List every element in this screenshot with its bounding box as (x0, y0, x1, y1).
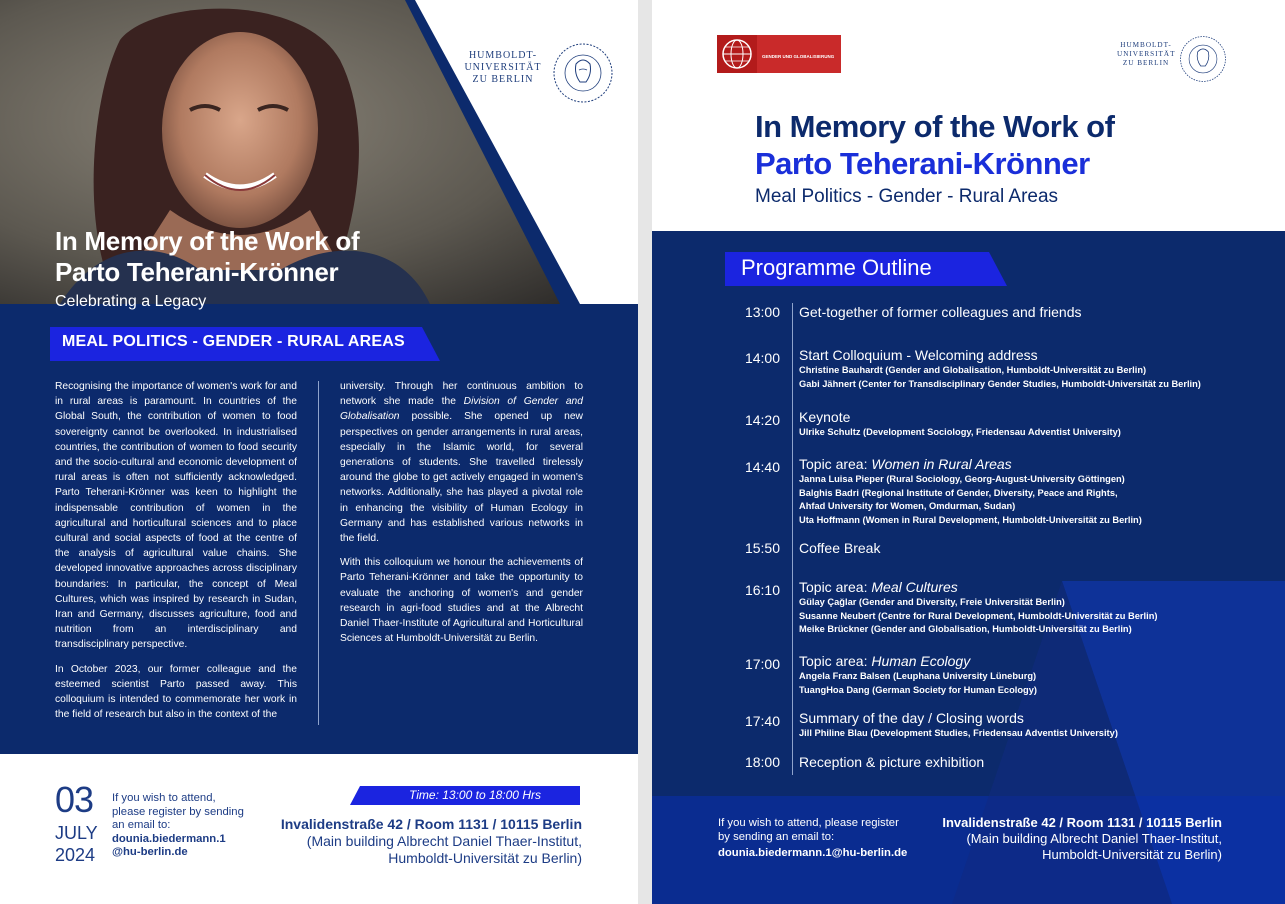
text-column-2 (340, 379, 583, 655)
logo-text-line1: HUMBOLDT- (1120, 41, 1172, 49)
address-university: Humboldt-Universität zu Berlin) (388, 850, 582, 866)
item-content (799, 540, 1279, 557)
title-line-1: In Memory of the Work of (755, 109, 1115, 144)
item-title: Reception & picture exhibition (799, 754, 985, 770)
email-link-domain[interactable]: @hu-berlin.de (112, 846, 188, 858)
date-day: 03 (55, 779, 94, 820)
item-time: 13:00 (744, 304, 780, 320)
title-line-2: Parto Teherani-Krönner (55, 257, 339, 287)
flyer-page-2 (652, 0, 1285, 904)
column-divider (318, 381, 319, 725)
seal-icon (1179, 35, 1227, 83)
event-date (55, 779, 98, 866)
page-title (55, 226, 359, 288)
hu-berlin-logo (1117, 35, 1257, 87)
registration-text: If you wish to attend, please register by sending an email to: (112, 792, 244, 831)
logo-text-line1: HUMBOLDT- (468, 50, 538, 61)
item-title: Topic area: Women in Rural Areas (799, 456, 1012, 472)
programme-panel (652, 231, 1285, 904)
address-street: Invalidenstraße 42 / Room 1131 / 10115 Berlin (280, 816, 582, 832)
date-year: 2024 (55, 845, 96, 865)
date-month: JULY (55, 823, 98, 843)
registration-info (112, 792, 252, 860)
title-line-1: In Memory of the Work of (55, 226, 360, 256)
address-building: (Main building Albrecht Daniel Thaer-Institut, (966, 831, 1222, 846)
seal-icon (552, 42, 614, 104)
paragraph: With this colloquium we honour the achievements of Parto Teherani-Krönner and take the opportunity to evaluate the anchoring of women's and gender research in agri-food studies and at the Albrecht Daniel Thaer-Institute of Agricultural and Horticultural Sciences at Humboldt-Universität zu Berlin. (340, 557, 583, 645)
programme-title: Programme Outline (741, 255, 932, 280)
hu-berlin-logo (460, 42, 630, 112)
item-content (799, 710, 1279, 741)
event-address (262, 816, 582, 867)
logo-text-line3: ZU BERLIN (1122, 59, 1170, 67)
registration-text: If you wish to attend, please register (718, 817, 899, 829)
page-title (755, 108, 1114, 182)
gg-logo-text: GENDER UND GLOBALISIERUNG (762, 54, 835, 59)
speaker: Uta Hoffmann (Women in Rural Development, Humboldt-Universität zu Berlin) (799, 514, 1142, 525)
speaker: TuangHoa Dang (German Society for Human Ecology) (799, 684, 1037, 695)
item-title: Get-together of former colleagues and friends (799, 304, 1082, 320)
item-content (799, 304, 1279, 321)
item-time: 14:20 (744, 412, 780, 428)
item-content (799, 653, 1279, 697)
item-time: 14:00 (744, 350, 780, 366)
speaker: Gabi Jähnert (Center for Transdisciplinary Gender Studies, Humboldt-Universität zu Berlin) (799, 378, 1201, 389)
programme-divider (792, 303, 793, 775)
address-street: Invalidenstraße 42 / Room 1131 / 10115 Berlin (942, 815, 1222, 830)
item-title: Summary of the day / Closing words (799, 710, 1024, 726)
item-title: Topic area: Human Ecology (799, 653, 971, 669)
speaker: Gülay Çağlar (Gender and Diversity, Freie Universität Berlin) (799, 597, 1065, 607)
item-title: Coffee Break (799, 540, 881, 556)
item-content (799, 409, 1279, 440)
item-content (799, 579, 1279, 637)
email-link[interactable]: dounia.biedermann.1@hu-berlin.de (718, 847, 908, 859)
item-time: 15:50 (744, 540, 780, 556)
item-content (799, 347, 1279, 391)
speaker: Christine Bauhardt (Gender and Globalisation, Humboldt-Universität zu Berlin) (799, 365, 1147, 375)
speaker: Balghis Badri (Regional Institute of Gender, Diversity, Peace and Rights, (799, 487, 1118, 498)
registration-text: by sending an email to: (718, 830, 835, 843)
email-link[interactable]: dounia.biedermann.1 (112, 832, 226, 845)
speaker: Angela Franz Balsen (Leuphana University Lüneburg) (799, 671, 1037, 681)
logo-text-line2: UNIVERSITÄT (1117, 50, 1176, 58)
item-title: Keynote (799, 409, 851, 425)
speaker: Ulrike Schultz (Development Sociology, Friedensau Adventist University) (799, 427, 1121, 437)
item-time: 14:40 (744, 459, 780, 475)
subtitle: Meal Politics - Gender - Rural Areas (755, 186, 1059, 207)
event-time: Time: 13:00 to 18:00 Hrs (409, 788, 541, 802)
item-time: 18:00 (744, 754, 780, 770)
speaker: Meike Brückner (Gender and Globalisation, Humboldt-Universität zu Berlin) (799, 624, 1132, 634)
address-building: (Main building Albrecht Daniel Thaer-Institut, (306, 833, 582, 849)
event-address (892, 815, 1222, 863)
speaker: Susanne Neubert (Centre for Rural Development, Humboldt-Universität zu Berlin) (799, 610, 1158, 621)
item-time: 17:40 (744, 713, 780, 729)
decorative-shapes (652, 231, 1285, 904)
logo-text-line3: ZU BERLIN (472, 74, 534, 85)
paragraph: Recognising the importance of women's work for and in rural areas is paramount. In countries of the Global South, the contribution of women to food sovereignty cannot be overlooked. In industrialised countries, the contribution of women to food security and the socio-cultural and economic development of rural areas is often not sufficiently acknowledged. Parto Teherani-Krönner was keen to highlight the indispensable contribution of women in the agricultural and horticultural sciences and to place cultural and social aspects of food at the centre of the analysis of agricultural value chains. She developed innovative approaches across disciplinary boundaries: In particular, the concept of Meal Cultures, which was inspired by research in Sudan, Iran and Germany, discusses agriculture, food and nutrition from an interdisciplinary and transdisciplinary perspective. (55, 381, 297, 651)
item-time: 16:10 (744, 582, 780, 598)
speaker: Janna Luisa Pieper (Rural Sociology, Georg-August-University Göttingen) (799, 474, 1125, 484)
item-title: Start Colloquium - Welcoming address (799, 347, 1038, 363)
item-content (799, 456, 1279, 527)
item-content (799, 754, 1279, 771)
item-title: Topic area: Meal Cultures (799, 579, 958, 595)
title-line-2: Parto Teherani-Krönner (755, 146, 1090, 181)
logo-text-line2: UNIVERSITÄT (464, 62, 542, 73)
address-university: Humboldt-Universität zu Berlin) (1042, 847, 1222, 862)
paragraph: university. Through her continuous ambition to network she made the Division of Gender and Globalisation possible. She opened up new perspectives on gender arrangements in rural areas, especially in the Islamic world, for several generations of students. She travelled tirelessly around the globe to get actively engaged in women's networks. Additionally, she has played a pivotal role in enhancing the visibility of Human Ecology in Germany and has established various networks in the field. (340, 381, 584, 545)
paragraph: In October 2023, our former colleague and the esteemed scientist Parto passed away. This colloquium is intended to commemorate her work in the field of research but also in the context of the (55, 663, 297, 721)
speaker: Ahfad University for Women, Omdurman, Sudan) (799, 501, 1016, 511)
topic-banner-text: MEAL POLITICS - GENDER - RURAL AREAS (62, 333, 405, 350)
flyer-page-1 (0, 0, 638, 904)
text-column-1 (55, 379, 297, 731)
subtitle: Celebrating a Legacy (55, 293, 207, 310)
item-time: 17:00 (744, 656, 780, 672)
speaker: Jill Philine Blau (Development Studies, Friedensau Adventist University) (799, 728, 1118, 738)
